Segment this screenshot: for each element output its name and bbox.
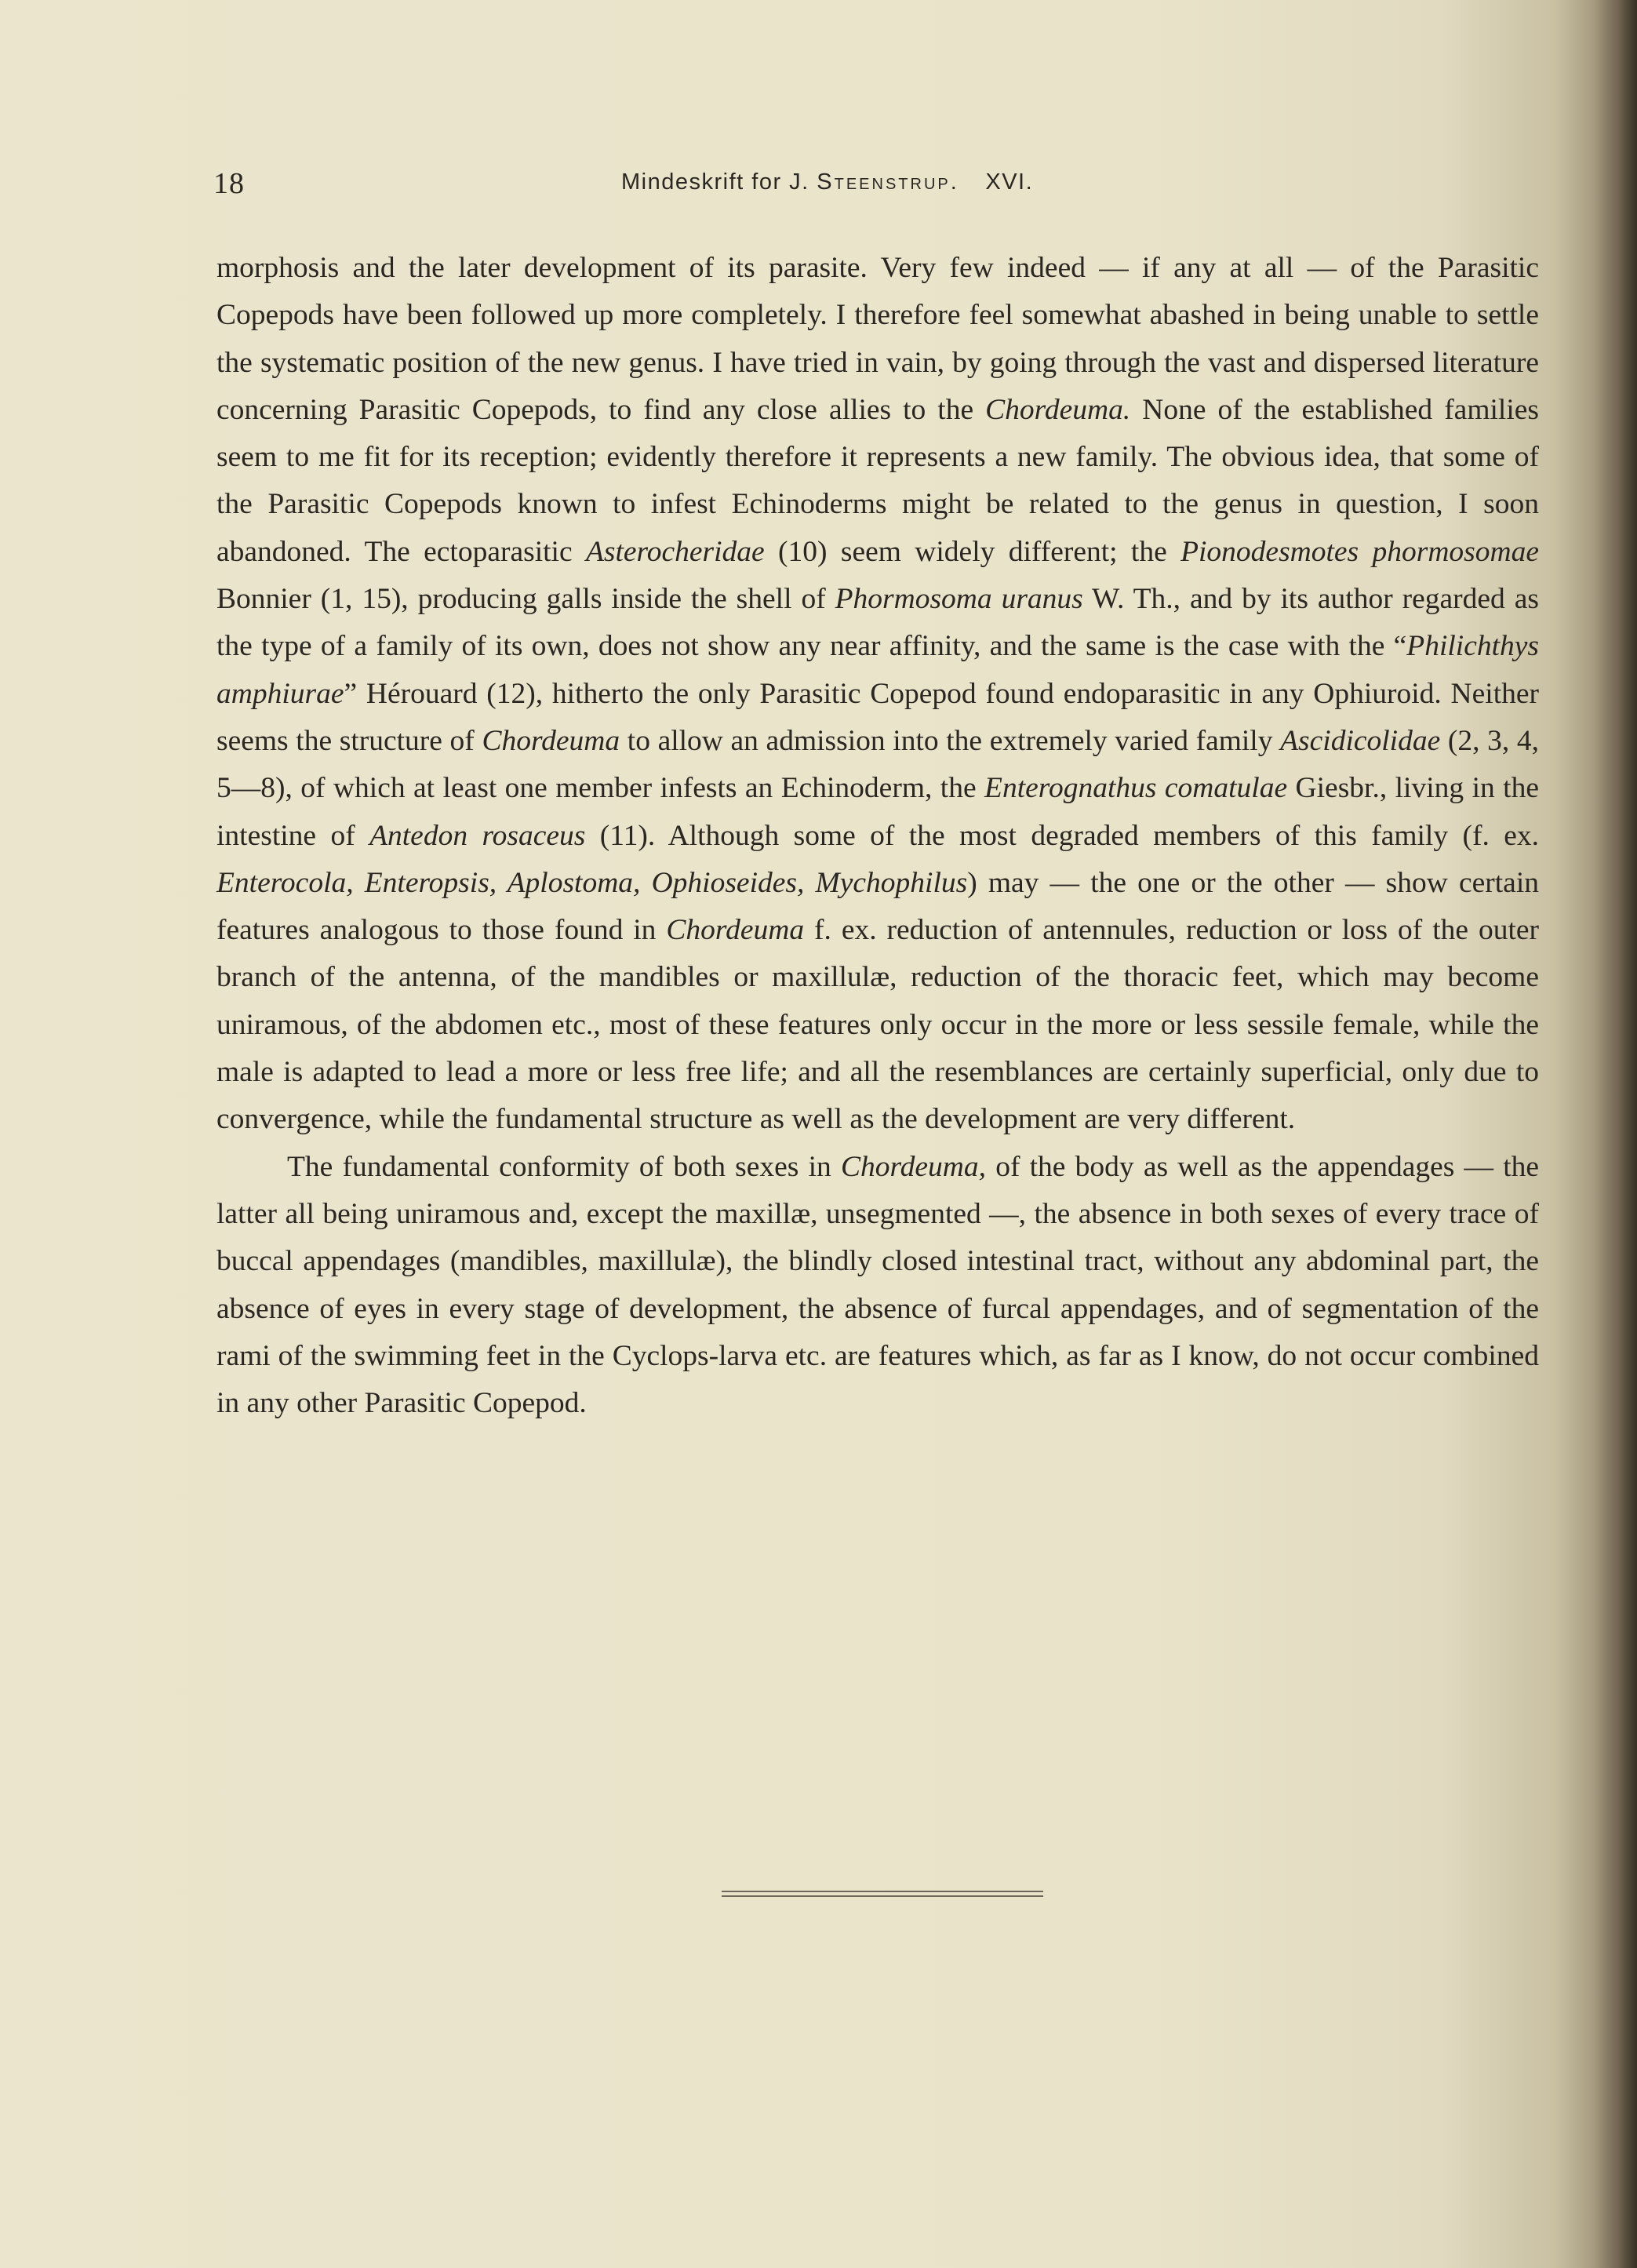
italic-text: Antedon rosaceus <box>369 819 586 852</box>
paragraph <box>216 1144 1539 1428</box>
text-run: f. ex. reduction of antennules, reduction or loss of the outer branch of the antenna, of the mandibles or maxillulæ, reduction of the thoracic feet, which may become uniramous, of the abdomen etc., most of these features only occur in the more or less sessile female, while the male is adapted to lead a more or less free life; and all the resemblances are certainly superficial, only due to convergence, while the fundamental structure as well as the development are very different. <box>216 914 1540 1136</box>
text-run: (11). Although some of the most degraded members of this family (f. ex. <box>585 819 1539 852</box>
end-rule <box>722 1891 1043 1897</box>
italic-text: Ascidicolidae <box>1280 724 1441 757</box>
running-header <box>213 166 1539 206</box>
text-run: to allow an admission into the extremely varied family <box>620 724 1281 757</box>
text-run: (2, 3, 4, 5—8), of which at least one member infests an Echinoderm, the <box>216 724 1540 805</box>
running-head-name: Steenstrup. <box>817 169 959 195</box>
italic-text: Pionodesmotes phormosomae <box>1180 535 1539 568</box>
body-text <box>216 245 1539 1427</box>
running-head-prefix: Mindeskrift for J. <box>621 169 809 195</box>
italic-text: Chordeuma <box>482 724 620 757</box>
italic-text: Phormosoma uranus <box>835 583 1083 616</box>
text-run: ” Hérouard (12), hitherto the only Parasitic Copepod found endoparasitic in any Ophiuroid. Neither seems the structure of <box>216 677 1539 757</box>
italic-text: Enterognathus comatulae <box>984 772 1288 805</box>
text-run: of the body as well as the appendages — the latter all being uniramous and, except the maxillæ, unsegmented —, the absence in both sexes of every trace of buccal appendages (mandibles, maxillulæ), the blindly closed intestinal tract, without any abdominal part, the absence of eyes in every stage of development, the absence of furcal appendages, and of segmentation of the rami of the swimming feet in the Cyclops-larva etc. are features which, as far as I know, do not occur combined in any other Parasitic Copepod. <box>216 1150 1540 1420</box>
running-head-title <box>621 169 1033 195</box>
text-run: ) may — the one or the other — show certain features analogous to those found in <box>216 866 1539 947</box>
italic-text: Chordeuma, <box>840 1150 987 1183</box>
text-run: The fundamental conformity of both sexes in <box>287 1150 841 1183</box>
italic-text: Chordeuma <box>666 914 805 947</box>
page-number: 18 <box>213 167 245 200</box>
text-run: Giesbr., living in the intestine of <box>216 772 1539 852</box>
italic-text: Asterocheridae <box>585 535 765 568</box>
italic-text: Chordeuma. <box>985 393 1131 426</box>
page-edge-shadow <box>1594 0 1637 2268</box>
italic-text: Enterocola, Enteropsis, Aplostoma, Ophioseides, Mychophilus <box>216 866 968 899</box>
running-head-volume: XVI. <box>985 169 1034 195</box>
text-run: None of the established families seem to me fit for its reception; evidently therefore it represents a new family. The obvious idea, that some of the Parasitic Copepods known to infest Echinoderms might be related to the genus in question, I soon abandoned. The ectoparasitic <box>216 393 1539 568</box>
text-run: Bonnier (1, 15), producing galls inside the shell of <box>216 583 835 616</box>
italic-text: Philichthys amphiurae <box>216 630 1539 710</box>
text-run: (10) seem widely different; the <box>764 535 1181 568</box>
paragraph <box>216 245 1539 1144</box>
text-run: morphosis and the later development of its parasite. Very few indeed — if any at all — of the Parasitic Copepods have been followed up more completely. I therefore feel somewhat abashed in being unable to settle the systematic position of the new genus. I have tried in vain, by going through the vast and dispersed literature concerning Parasitic Copepods, to find any close allies to the <box>216 252 1539 426</box>
text-run: W. Th., and by its author regarded as the type of a family of its own, does not show any near affinity, and the same is the case with the “ <box>216 583 1539 663</box>
